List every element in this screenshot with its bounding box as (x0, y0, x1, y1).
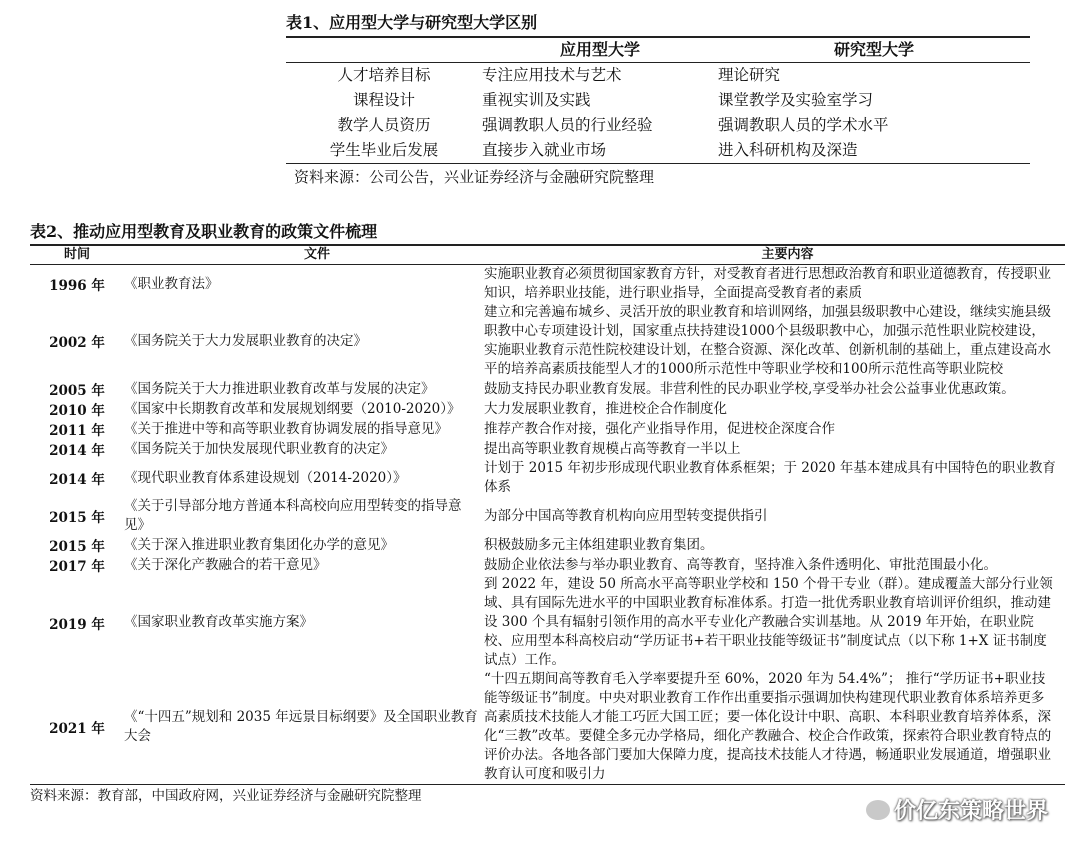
table1-cell-applied: 重视实训及实践 (482, 91, 591, 109)
watermark (866, 794, 1048, 825)
table2-cell-year: 2010 年 (49, 403, 105, 419)
table2-cell-content: 为部分中国高等教育机构向应用型转变提供指引 (484, 507, 768, 524)
table2-row (30, 379, 1065, 399)
table2-row (30, 399, 1065, 419)
table2-row (30, 555, 1065, 575)
table2-row (30, 265, 1065, 303)
table2-cell-doc: 《国务院关于大力发展职业教育的决定》 (124, 332, 367, 349)
table1-cell-applied: 强调教职人员的行业经验 (482, 116, 653, 134)
table2-cell-year: 2017 年 (49, 559, 105, 575)
table1-header-research: 研究型大学 (833, 40, 914, 59)
table2-cell-doc: 《现代职业教育体系建设规划（2014-2020）》 (124, 469, 407, 486)
watermark-text: 价亿东策略世界 (893, 799, 1048, 824)
table1-cell-research: 强调教职人员的学术水平 (718, 116, 889, 134)
table2-row (30, 459, 1065, 497)
table2-cell-year: 2002 年 (49, 335, 105, 351)
table2-cell-content: 推荐产教合作对接，强化产业指导作用，促进校企深度合作 (484, 420, 835, 437)
table2-cell-content: “十四五期间高等教育毛入学率要提升至 60%，2020 年为 54.4%”； 推行“学历证书+职业技能等级证书”制度。中央对职业教育工作作出重要指示强调加快构建现代职业教育体系培养更多高素质技术技能人才能工巧匠大国工匠；要一体化设计中职、高职、本科职业教育培养体系，深化“三教”改革。要健全多元办学格局，细化产教融合、校企合作政策，探索符合职业教育特点的评价办法。各地各部门要加大保障力度，提高技术技能人才待遇，畅通职业发展通道，增强职业教育认可度和吸引力 (484, 671, 1052, 782)
table2-body (30, 265, 1065, 784)
table2-cell-year: 2021 年 (49, 721, 105, 737)
table1-cell-label: 教学人员资历 (337, 116, 431, 134)
table2-cell-year: 2014 年 (49, 443, 105, 459)
table2-row (30, 303, 1065, 379)
table2-cell-year: 2015 年 (49, 539, 105, 555)
table2-cell-doc: 《国务院关于大力推进职业教育改革与发展的决定》 (124, 380, 435, 397)
table2-header-time: 时间 (63, 247, 90, 262)
table2-row (30, 497, 1065, 535)
table1-header-applied: 应用型大学 (559, 40, 640, 59)
wechat-icon (866, 800, 890, 820)
table2-cell-year: 2011 年 (49, 423, 105, 439)
table2-cell-year: 2019 年 (49, 616, 105, 633)
table1-row (286, 88, 1030, 113)
table2-cell-doc: 《关于推进中等和高等职业教育协调发展的指导意见》 (124, 420, 448, 437)
table2-source: 资料来源：教育部，中国政府网，兴业证券经济与金融研究院整理 (30, 788, 422, 804)
table1-title: 表1、应用型大学与研究型大学区别 (286, 13, 538, 32)
table2-row (30, 419, 1065, 439)
table1-cell-research: 课堂教学及实验室学习 (718, 91, 874, 109)
table1-row (286, 113, 1030, 138)
table2-cell-year: 2015 年 (49, 510, 105, 526)
table2-cell-content: 实施职业教育必须贯彻国家教育方针，对受教育者进行思想政治教育和职业道德教育，传授职业知识，培养职业技能，进行职业指导，全面提高受教育者的素质 (484, 266, 1051, 301)
table2-cell-doc: 《“十四五”规划和 2035 年远景目标纲要》及全国职业教育大会 (124, 709, 478, 744)
table2-row (30, 439, 1065, 459)
table2-cell-content: 鼓励企业依法参与举办职业教育、高等教育，坚持准入条件透明化、审批范围最小化。 (484, 556, 997, 573)
table1-cell-label: 人才培养目标 (337, 66, 431, 84)
table2-cell-doc: 《国家中长期教育改革和发展规划纲要（2010-2020）》 (124, 400, 461, 417)
table2-header-row (30, 244, 1065, 265)
table1-header-blank (286, 38, 482, 62)
table2-cell-doc: 《国家职业教育改革实施方案》 (124, 614, 313, 630)
table2-header-doc: 文件 (303, 247, 330, 262)
table2-cell-year: 2014 年 (49, 472, 105, 488)
table1-header-row (286, 38, 1030, 63)
table1-cell-applied: 直接步入就业市场 (482, 141, 607, 159)
table2-cell-doc: 《关于深化产教融合的若干意见》 (124, 556, 327, 573)
table1-cell-research: 进入科研机构及深造 (718, 141, 858, 159)
table2-cell-year: 2005 年 (49, 383, 105, 399)
table2-header-content: 主要内容 (761, 247, 814, 262)
table2-cell-doc: 《关于引导部分地方普通本科高校向应用型转变的指导意见》 (124, 498, 462, 533)
table2-cell-content: 提出高等职业教育规模占高等教育一半以上 (484, 440, 741, 457)
table1-cell-applied: 专注应用技术与艺术 (482, 66, 622, 84)
table2-cell-content: 到 2022 年，建设 50 所高水平高等职业学校和 150 个骨干专业（群）。建成覆盖大部分行业领域、具有国际先进水平的中国职业教育标准体系。打造一批优秀职业教育培训评价组织，推动建设 300 个具有辐射引领作用的高水平专业化产教融合实训基地。从 2019 年开始，在职业院校、应用型本科高校启动“学历证书+若干职业技能等级证书”制度试点（以下称 1+X 证书制度试点）工作。 (484, 576, 1053, 668)
table2-title: 表2、推动应用型教育及职业教育的政策文件梳理 (30, 222, 378, 241)
table2-cell-content: 积极鼓励多元主体组建职业教育集团。 (484, 536, 714, 553)
table2-cell-doc: 《职业教育法》 (124, 275, 219, 292)
table1-row (286, 63, 1030, 88)
table2-row (30, 535, 1065, 555)
table2-cell-content: 大力发展职业教育，推进校企合作制度化 (484, 400, 727, 417)
table2 (30, 220, 1065, 807)
table2-cell-doc: 《国务院关于加快发展现代职业教育的决定》 (124, 440, 394, 457)
table2-cell-doc: 《关于深入推进职业教育集团化办学的意见》 (124, 536, 394, 553)
table2-cell-year: 1996 年 (49, 278, 105, 294)
table1-row (286, 138, 1030, 163)
table2-cell-content: 计划于 2015 年初步形成现代职业教育体系框架；于 2020 年基本建成具有中国特色的职业教育体系 (484, 460, 1056, 495)
table2-cell-content: 建立和完善遍布城乡、灵活开放的职业教育和培训网络，加强县级职教中心建设，继续实施县级职教中心专项建设计划，国家重点扶持建设1000个县级职教中心，加强示范性职业院校建设，实施职业教育示范性院校建设计划，在整合资源、深化改革、创新机制的基础上，重点建设高水平的培养高素质技能型人才的1000所示范性中等职业学校和100所示范性高等职业院校 (484, 304, 1051, 377)
table2-cell-content: 鼓励支持民办职业教育发展。非营利性的民办职业学校,享受举办社会公益事业优惠政策。 (484, 380, 1015, 397)
table1-cell-label: 学生毕业后发展 (329, 141, 439, 159)
table2-row (30, 575, 1065, 670)
table1-cell-research: 理论研究 (718, 66, 781, 84)
table1-source: 资料来源：公司公告，兴业证券经济与金融研究院整理 (294, 168, 655, 186)
table1 (286, 10, 1030, 190)
table1-cell-label: 课程设计 (352, 91, 415, 109)
table2-row (30, 670, 1065, 784)
